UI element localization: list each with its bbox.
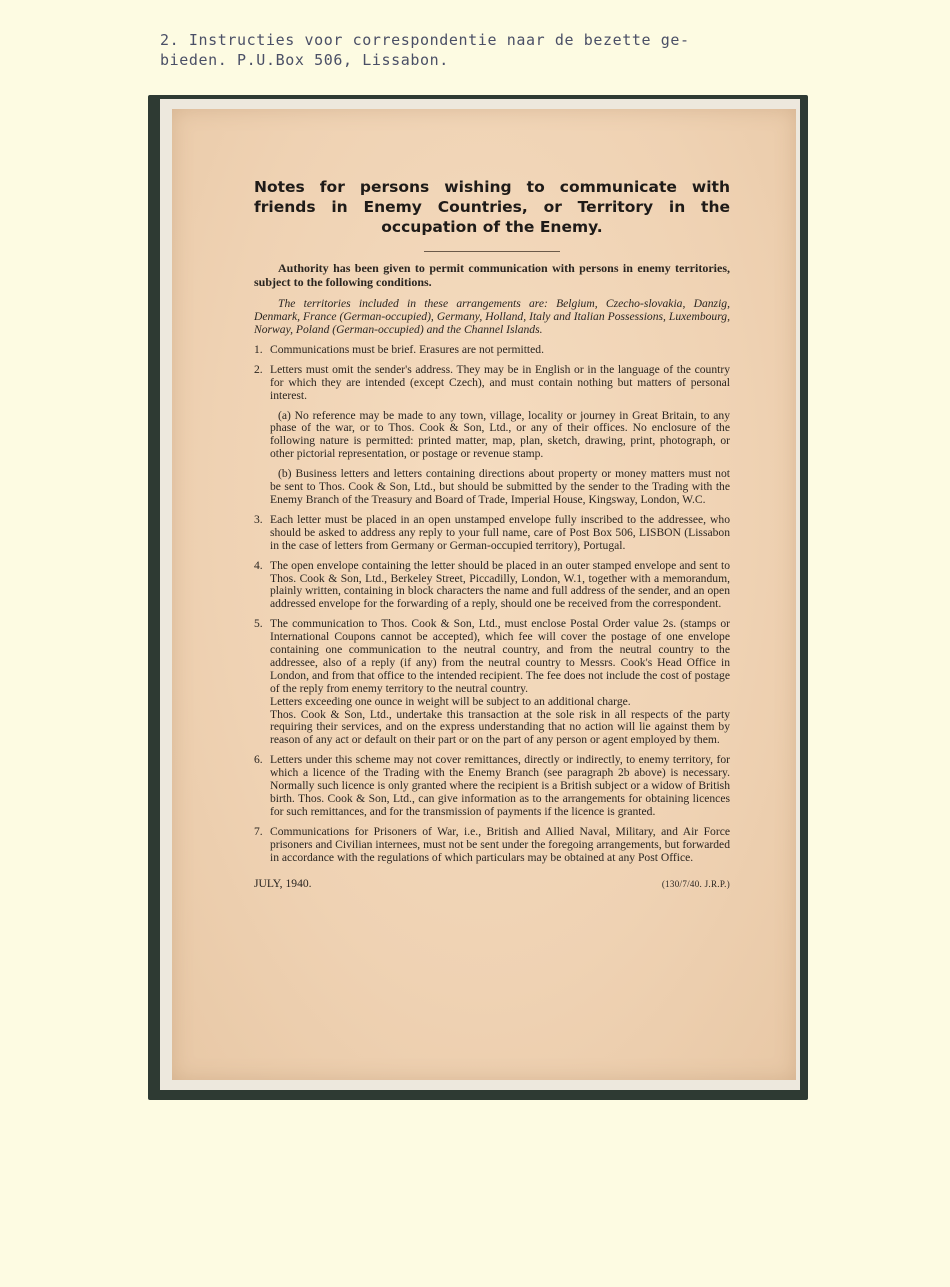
list-item: [254, 826, 730, 865]
notice-reference: (130/7/40. J.R.P.): [661, 878, 730, 889]
item-number: 3.: [254, 512, 263, 526]
album-mount: [148, 95, 808, 1100]
intro-paragraph: Authority has been given to permit communication with persons in enemy territories, subject to the following conditions.: [254, 261, 730, 289]
notice-sheet: [172, 109, 796, 1080]
item-5-extra-1: Letters exceeding one ounce in weight will be subject to an additional charge.: [270, 694, 631, 708]
title-line-3: occupation of the Enemy.: [381, 218, 603, 236]
list-item: [254, 514, 730, 553]
mount-border: [160, 99, 800, 1090]
item-text: Letters under this scheme may not cover remittances, directly or indirectly, to enemy territory, for which a licence of the Trading with the Enemy Branch (see paragraph 2b above) is necessary. Normally such licence is only granted where the recipient is a British subject or a widow of British birth. Thos. Cook & Son, Ltd., can give information as to the arrangements for obtaining licences for such remittances, and for the transmission of payments if the licence is granted.: [270, 753, 730, 818]
list-item: [254, 754, 730, 819]
item-number: 5.: [254, 617, 263, 631]
item-number: 2.: [254, 362, 263, 376]
list-item: [254, 618, 730, 747]
item-text: The open envelope containing the letter should be placed in an outer stamped envelope and sent to Thos. Cook & Son, Ltd., Berkeley Street, Piccadilly, London, W.1, together with a memorandum, plainly written, containing in block characters the name and full address of the sender, and an open addressed envelope for the forwarding of a reply, should one be received from the correspondent.: [270, 558, 730, 611]
list-item: [254, 364, 730, 507]
title-line-2: friends in Enemy Countries, or Territory in the: [254, 198, 730, 216]
item-number: 1.: [254, 342, 263, 356]
item-number: 6.: [254, 753, 263, 767]
notice-title: [254, 177, 730, 237]
caption-line-1: 2. Instructies voor correspondentie naar de bezette ge-: [160, 31, 690, 49]
item-text: Letters must omit the sender's address. They may be in English or in the language of the country for which they are intended (except Czech), and must contain nothing but matters of personal interest.: [270, 362, 730, 402]
item-2b-text: (b) Business letters and letters containing directions about property or money matters must not be sent to Thos. Cook & Son, Ltd., but should be submitted by the sender to the Trading with the Enemy Branch of the Treasury and Board of Trade, Imperial House, Kingsway, London, W.C.: [270, 467, 730, 506]
item-number: 7.: [254, 824, 263, 838]
notice-date: JULY, 1940.: [254, 876, 312, 890]
item-text: Communications must be brief. Erasures are not permitted.: [270, 342, 544, 356]
item-text: Each letter must be placed in an open unstamped envelope fully inscribed to the addressee, who should be asked to address any reply to your full name, care of Post Box 506, LISBON (Lissabon in the case of letters from Germany or German-occupied territory), Portugal.: [270, 512, 730, 552]
list-item: [254, 560, 730, 612]
item-text: Communications for Prisoners of War, i.e., British and Allied Naval, Military, and Air Force prisoners and Civilian internees, must not be sent under the foregoing arrangements, but forwarded in accordance with the regulations of which particulars may be obtained at any Post Office.: [270, 824, 730, 864]
notice-content: [254, 177, 730, 893]
archive-caption: [160, 30, 860, 70]
title-divider: [424, 251, 560, 252]
item-number: 4.: [254, 558, 263, 572]
list-item: [254, 344, 730, 357]
territories-paragraph: The territories included in these arrangements are: Belgium, Czecho-slovakia, Danzig, Denmark, France (German-occupied), Germany, Holland, Italy and Italian Possessions, Luxembourg, Norway, Poland (German-occupied) and the Channel Islands.: [254, 297, 730, 336]
item-5-extra-2: Thos. Cook & Son, Ltd., undertake this transaction at the sole risk in all respects of the party requiring their services, and on the express understanding that no action will lie against them by reason of any act or default on their part or on the part of any person or agent employed by them.: [270, 707, 730, 747]
item-2a-text: (a) No reference may be made to any town, village, locality or journey in Great Britain, to any phase of the war, or to Thos. Cook & Son, Ltd., or any of their offices. No enclosure of the following nature is permitted: printed matter, map, plan, sketch, drawing, print, photograph, or other pictorial representation, or postage or revenue stamp.: [270, 408, 730, 461]
title-line-1: Notes for persons wishing to communicate with: [254, 178, 730, 196]
caption-line-2: bieden. P.U.Box 506, Lissabon.: [160, 51, 449, 69]
item-text: The communication to Thos. Cook & Son, Ltd., must enclose Postal Order value 2s. (stamps or International Coupons cannot be accepted), which fee will cover the postage of one envelope containing one communication to the neutral country, and from the neutral country to the addressee, also of a reply (if any) from the neutral country to Messrs. Cook's Head Office in London, and from that office to the intended recipient. The fee does not include the cost of postage of the reply from enemy territory to the neutral country.: [270, 617, 730, 695]
notice-footer: [254, 877, 730, 893]
